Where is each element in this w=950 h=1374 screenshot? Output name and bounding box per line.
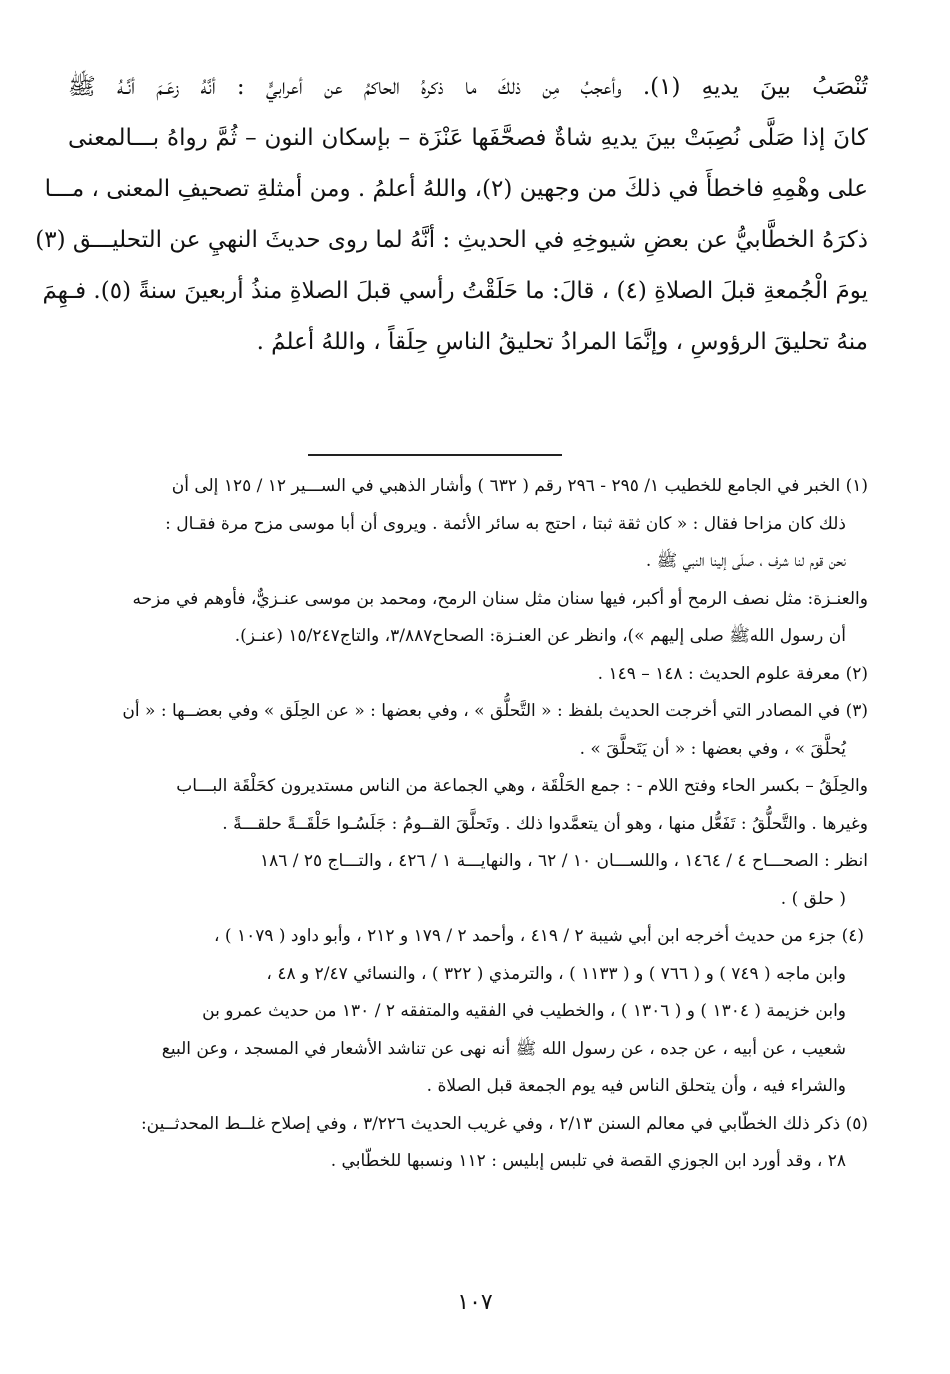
footnote-1-line: ذلك كان مزاحا فقال : « كان ثقة ثبتا ، احتج به سائر الأئمة . ويروى أن أبا موسى مزح مرة فقـال : (165, 513, 846, 534)
footnote-5-line: (٥) ذكر ذلك الخطّابي في معالم السنن ٢/١٣ ، وفي غريب الحديث ٣/٢٢٦ ، وفي إصلاح غلــط المحدثــين: (140, 1113, 868, 1134)
main-text-line: تُنْصَبُ بينَ يديهِ (١). وأعجبُ مِن ذلكَ ما ذكرهُ الحاكمُ عن أعرابيٍّ : أنَّهُ زعَـمَ أنَّـهُ ﷺ (68, 74, 868, 100)
footnote-1-line: أن رسول اللهﷺ صلى إليهم »)، وانظر عن العنـزة: الصحاح٣/٨٨٧، والتاج١٥/٢٤٧ (عنـز). (234, 626, 846, 646)
main-text (35, 62, 868, 368)
footnote-separator (308, 454, 562, 456)
footnote-4-line: وابن خزيمة ( ١٣٠٤ ) و ( ١٣٠٦ ) ، والخطيب في الفقيه والمتفقه ٢ / ١٣٠ من حديث عمرو بن (202, 1001, 846, 1021)
footnote-3-line: انظر : الصحـــاح ٤ / ١٤٦٤ ، واللســـان ١٠ / ٦٢ ، والنهايـــة ١ / ٤٢٦ ، والتـــاج ٢٥ / ١٨٦ (259, 851, 868, 871)
footnote-4-line: (٤) جزء من حديث أخرجه ابن أبي شيبة ٢ / ٤١٩ ، وأحمد ٢ / ١٧٩ و ٢١٢ ، وأبو داود ( ١٠٧٩ ) ، (214, 926, 864, 946)
footnotes (68, 468, 868, 1181)
main-text-line: على وهْمِهِ فاخطأَ في ذلكَ من وجهين (٢)، واللهُ أعلمُ . ومن أمثلةِ تصحيفِ المعنى ، مـــا (44, 176, 868, 202)
footnote-3-line: يُحلَّقَ » ، وفي بعضها : « أن يَتَحلَّقَ » . (579, 738, 846, 759)
footnote-4-line: والشراء فيه ، وأن يتحلق الناس فيه يوم الجمعة قبل الصلاة . (426, 1076, 846, 1096)
main-text-line: ذكرَهُ الخطَّابيُّ عن بعضِ شيوخِهِ في الحديثِ : أنَّهُ لما روى حديثَ النهيِ عن التحليـــق (٣) (35, 227, 868, 253)
main-text-line: كانَ إذا صَلَّى نُصِبَتْ بينَ يديهِ شاةٌ فصحَّفَها عَنْزَة – بإسكان النون – ثُمَّ رواهُ بـــالمعنى (68, 125, 868, 151)
footnote-2-line: (٢) معرفة علوم الحديث : ١٤٨ – ١٤٩ . (597, 663, 868, 684)
main-text-line: يومَ الْجُمعةِ قبلَ الصلاةِ (٤) ، قالَ: ما حَلَقْتُ رأسي قبلَ الصلاةِ منذُ أربعينَ سنةً (٥). فـهِمَ (42, 278, 868, 304)
footnote-4-line: شعيب ، عن أبيه ، عن جده ، عن رسول الله ﷺ أنه نهى عن تناشد الأشعار في المسجد ، وعن البيع (161, 1038, 846, 1059)
page-number: ١٠٧ (457, 1290, 493, 1315)
footnote-1-line: نحن قوم لنا شرف ، صلّى إلينا النبي ﷺ . (645, 551, 846, 571)
footnote-3-line: (٣) في المصادر التي أخرجت الحديث بلفظ : « التَّحلُّق » ، وفي بعضها : « عن الحِلَق » وفي بعضــها : « أن (122, 701, 868, 721)
footnote-1-line: (١) الخبر في الجامع للخطيب ١/ ٢٩٥ - ٢٩٦ رقم ( ٦٣٢ ) وأشار الذهبي في الســـير ١٢ / ١٢٥ إلى أن (171, 476, 868, 496)
footnote-1-line: والعنـزة: مثل نصف الرمح أو أكبر، فيها سنان مثل سنان الرمح، ومحمد بن موسى عنـزيٌّ، فأوهم في مزحه (132, 588, 868, 609)
footnote-5-line: ٢٨ ، وقد أورد ابن الجوزي القصة في تلبس إبليس : ١١٢ ونسبها للخطّابي . (330, 1151, 846, 1171)
footnote-3-line: ( حلق ) . (780, 888, 846, 909)
footnote-3-line: والحِلَقُ – بكسر الحاء وفتح اللام - : جمع الحَلْقَة ، وهي الجماعة من الناس مستديرون كحَلْقَة البـــاب (176, 776, 868, 796)
footnote-4-line: وابن ماجه ( ٧٤٩ ) و ( ٧٦٦ ) و ( ١١٣٣ ) ، والترمذي ( ٣٢٢ ) ، والنسائي ٢/٤٧ و ٤٨ ، (266, 963, 846, 984)
footnote-3-line: وغيرها . والتَّحلُّقُ : تَفَعُّل منها ، وهو أن يتعمَّدوا ذلك . وتَحلَّقَ القــومُ : جَلَسُـوا حَلْقَــةً حلقـــةً . (222, 813, 868, 834)
main-text-line: منهُ تحليقَ الرؤوسِ ، وإنَّمَا المرادُ تحليقُ الناسِ حِلَقاً ، واللهُ أعلمُ . (256, 329, 868, 355)
